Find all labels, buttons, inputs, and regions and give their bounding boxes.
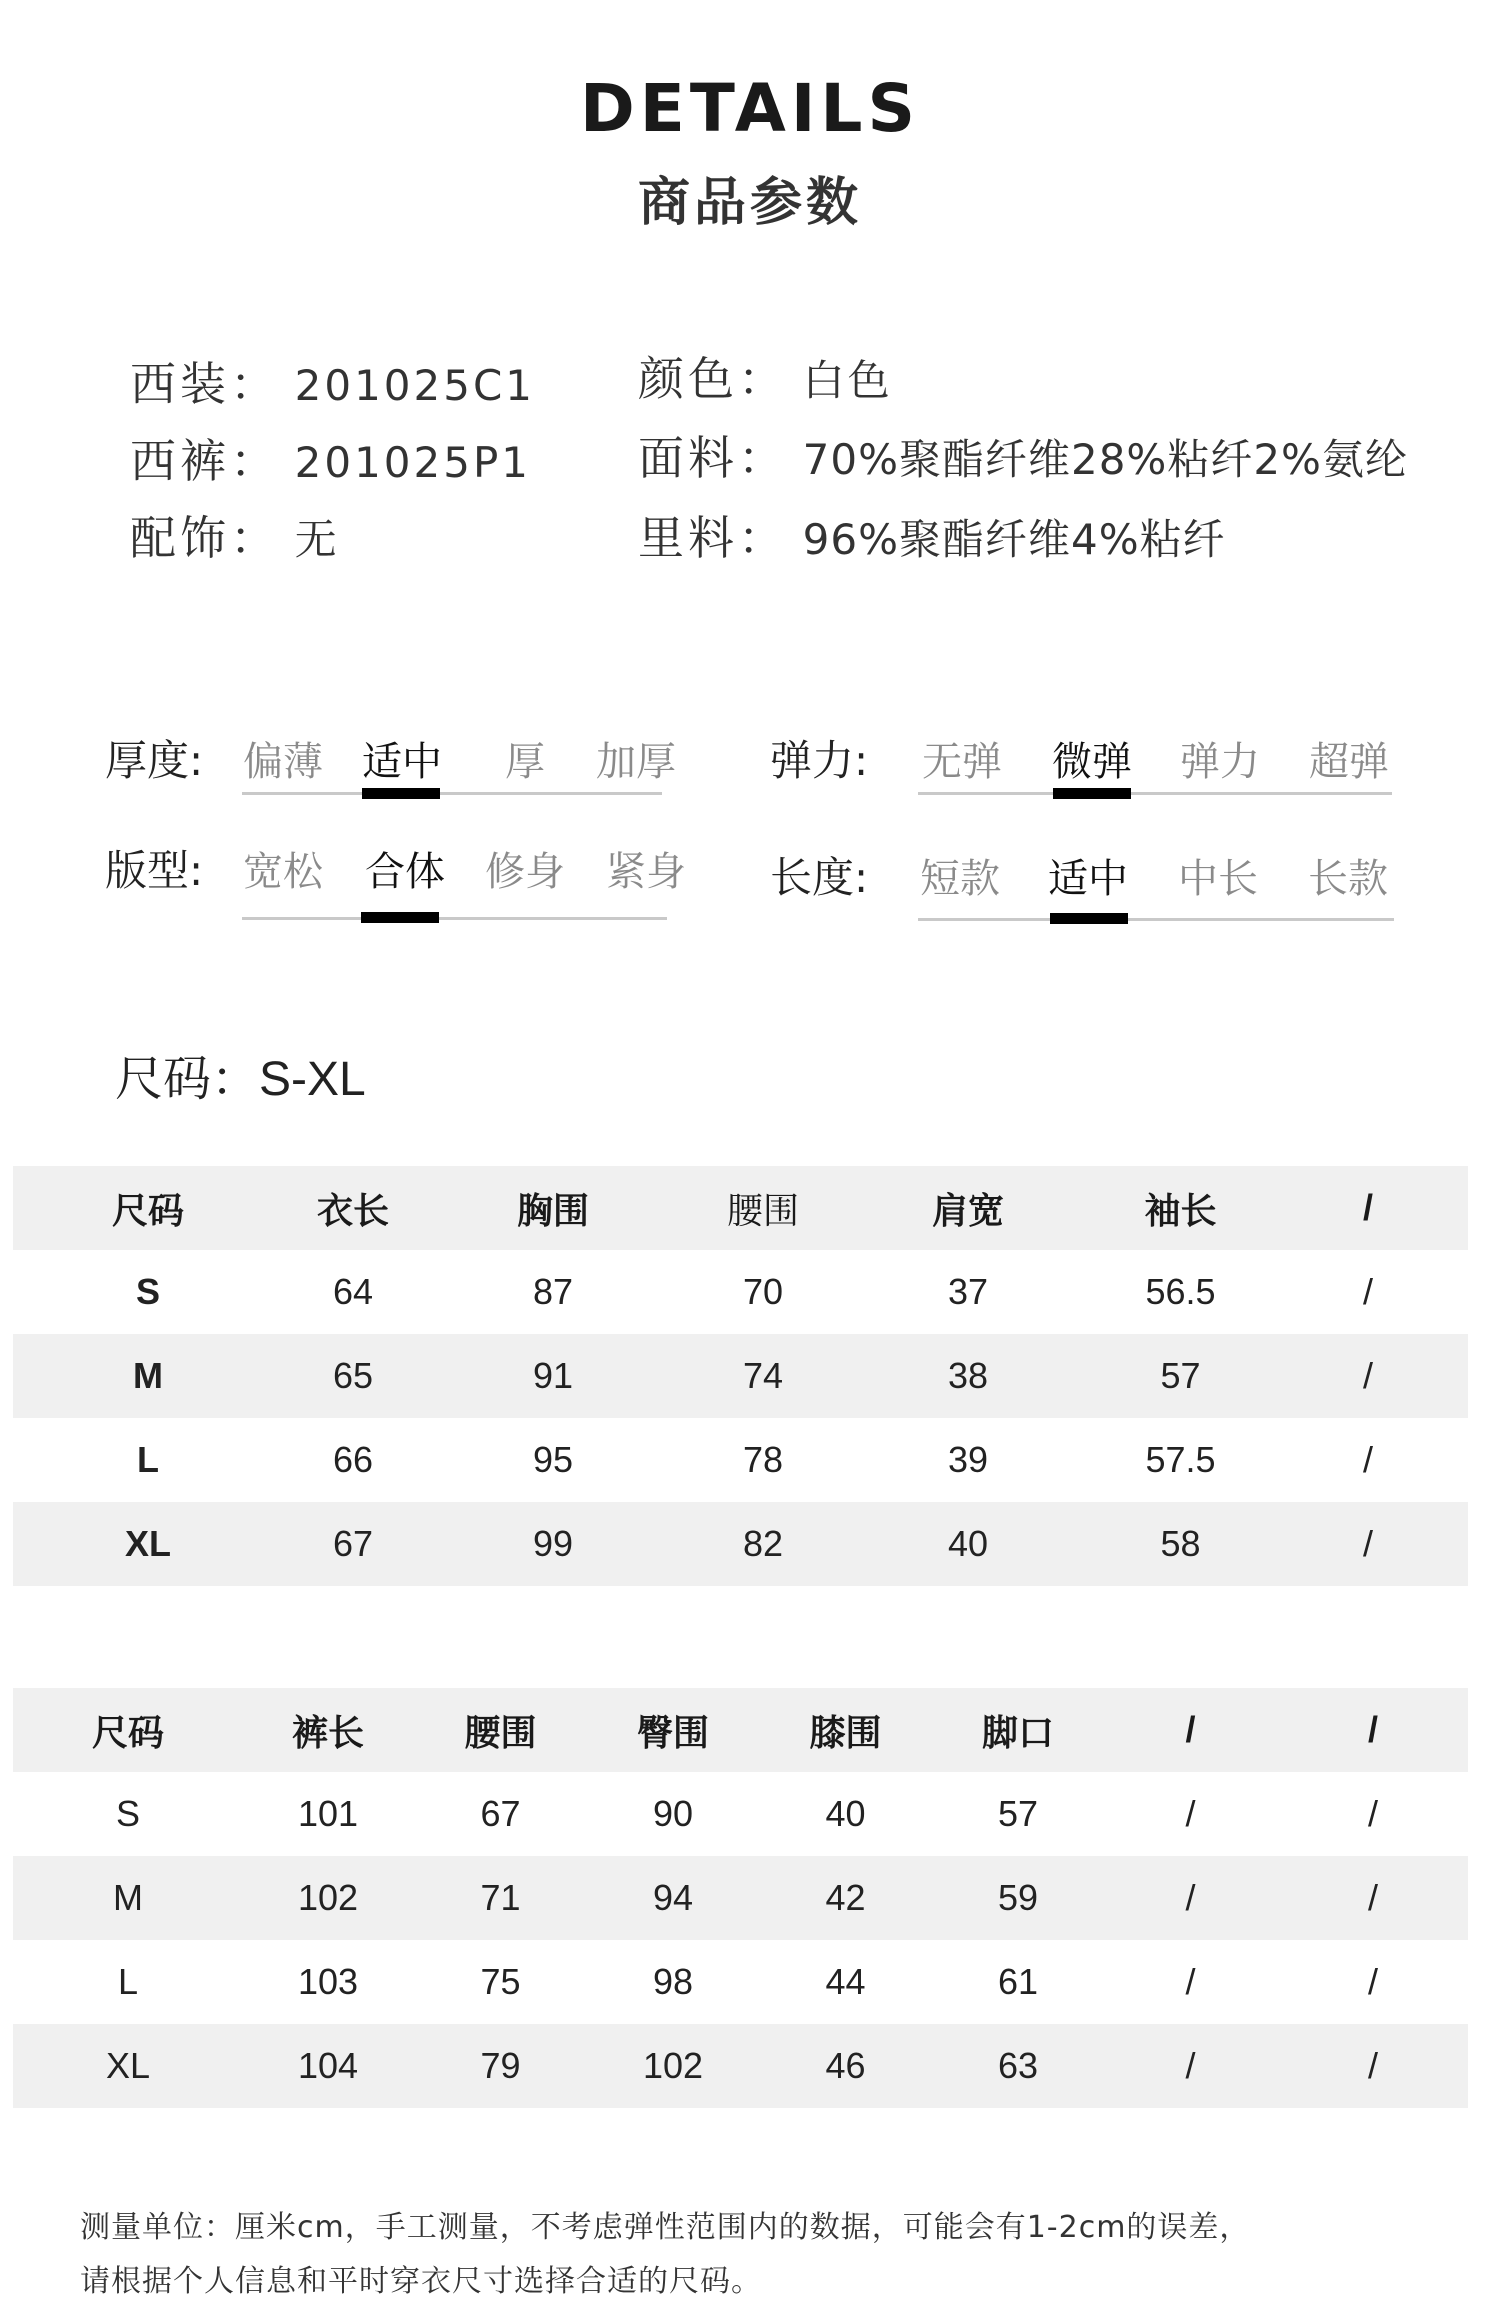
table-cell: 104 <box>297 2045 359 2086</box>
table-cell: 38 <box>947 1355 989 1396</box>
table-cell: 70 <box>742 1271 784 1312</box>
table-row <box>13 1334 1468 1418</box>
info-lining <box>638 502 1226 568</box>
info-color <box>638 343 893 409</box>
table-cell: / <box>1362 1523 1373 1564</box>
info-value: 70%聚酯纤维28%粘纤2%氨纶 <box>802 435 1408 484</box>
measurement-note-line2: 请根据个人信息和平时穿衣尺寸选择合适的尺码。 <box>80 2264 762 2299</box>
table-cell: 63 <box>997 2045 1039 2086</box>
table-cell: 99 <box>532 1523 574 1564</box>
attribute-option-selected: 适中 <box>1048 856 1128 902</box>
table-header-row <box>13 1688 1468 1772</box>
table-cell: S <box>135 1271 160 1312</box>
table-cell: 37 <box>947 1271 989 1312</box>
pants-size-table <box>13 1688 1468 2108</box>
table-cell: XL <box>105 2045 151 2086</box>
table-cell: 98 <box>652 1961 694 2002</box>
table-cell: 46 <box>825 2045 866 2086</box>
attribute-option: 弹力 <box>1180 739 1260 785</box>
table-cell: / <box>1185 1961 1196 2002</box>
table-cell: 95 <box>532 1439 574 1480</box>
table-cell: 79 <box>480 2045 521 2086</box>
size-range <box>115 1040 366 1109</box>
table-cell: 57 <box>997 1793 1039 1834</box>
attribute-option: 宽松 <box>243 849 323 895</box>
table-cell: M <box>133 1355 163 1396</box>
table-cell: M <box>113 1877 143 1918</box>
attribute-option: 厚 <box>505 739 545 785</box>
info-label: 西装： <box>130 357 280 411</box>
info-pants <box>130 425 531 491</box>
info-suit <box>130 348 535 414</box>
table-cell: 102 <box>297 1877 359 1918</box>
attribute-option-selected: 微弹 <box>1052 739 1132 785</box>
table-cell: 40 <box>825 1793 866 1834</box>
table-cell: 78 <box>742 1439 784 1480</box>
table-cell: 91 <box>532 1355 574 1396</box>
table-header-cell: 胸围 <box>516 1189 589 1231</box>
table-cell: 64 <box>332 1271 374 1312</box>
table-header-cell: 袖长 <box>1144 1189 1217 1231</box>
attribute-option: 超弹 <box>1309 739 1389 785</box>
table-row <box>13 1856 1468 1940</box>
table-cell: 57.5 <box>1145 1439 1216 1480</box>
table-cell: 57 <box>1160 1355 1201 1396</box>
table-header-cell: 裤长 <box>291 1711 364 1753</box>
size-range-label: 尺码： <box>115 1051 260 1107</box>
table-cell: 103 <box>297 1961 359 2002</box>
table-row <box>13 2024 1468 2108</box>
jacket-size-table <box>13 1166 1468 1586</box>
info-label: 颜色： <box>638 352 788 406</box>
table-cell: 90 <box>652 1793 694 1834</box>
table-cell: / <box>1367 2045 1378 2086</box>
info-value: 无 <box>294 515 340 564</box>
page-title-cn: 商品参数 <box>637 173 862 233</box>
table-header-cell: 膝围 <box>809 1711 882 1753</box>
table-header-row <box>13 1166 1468 1250</box>
table-cell: / <box>1362 1439 1373 1480</box>
info-label: 西裤： <box>130 434 280 488</box>
attribute-track <box>918 918 1394 921</box>
table-cell: 102 <box>642 2045 704 2086</box>
attribute-label: 长度: <box>770 853 869 902</box>
table-cell: 56.5 <box>1145 1271 1216 1312</box>
attribute-track <box>242 792 662 795</box>
attribute-marker <box>1050 913 1128 924</box>
attribute-option-selected: 适中 <box>362 739 442 785</box>
table-header-cell: 尺码 <box>91 1711 164 1753</box>
attribute-label: 版型: <box>105 846 204 895</box>
table-cell: 44 <box>825 1961 866 2002</box>
table-row <box>13 1502 1468 1586</box>
table-cell: L <box>117 1961 139 2002</box>
attribute-label: 弹力: <box>770 736 869 785</box>
attribute-option: 加厚 <box>596 739 676 785</box>
attribute-label: 厚度: <box>105 736 204 785</box>
info-label: 面料： <box>638 431 788 485</box>
table-header-cell: 腰围 <box>464 1711 537 1753</box>
page-title-en: DETAILS <box>580 70 920 147</box>
table-cell: 58 <box>1160 1523 1201 1564</box>
attribute-marker <box>361 912 439 923</box>
table-cell: 65 <box>332 1355 374 1396</box>
measurement-note-line1: 测量单位：厘米cm，手工测量，不考虑弹性范围内的数据，可能会有1-2cm的误差， <box>80 2210 1251 2245</box>
table-cell: 67 <box>480 1793 521 1834</box>
table-cell: 101 <box>297 1793 359 1834</box>
table-cell: XL <box>124 1523 171 1564</box>
table-header-cell: / <box>1185 1709 1196 1750</box>
attribute-option: 修身 <box>485 849 565 895</box>
table-header-cell: 肩宽 <box>931 1189 1004 1231</box>
info-accessory <box>130 502 340 568</box>
table-cell: 75 <box>480 1961 521 2002</box>
size-range-value: S-XL <box>259 1053 366 1106</box>
attribute-track <box>242 917 667 920</box>
table-cell: / <box>1185 2045 1196 2086</box>
info-label: 配饰： <box>130 511 280 565</box>
table-cell: 42 <box>825 1877 866 1918</box>
table-header-cell: 脚口 <box>981 1711 1054 1753</box>
table-row <box>13 1418 1468 1502</box>
table-cell: / <box>1367 1793 1378 1834</box>
attribute-option-selected: 合体 <box>365 849 445 895</box>
info-value: 201025P1 <box>294 438 532 487</box>
table-cell: / <box>1367 1877 1378 1918</box>
table-cell: 71 <box>480 1877 521 1918</box>
info-fabric <box>638 422 1408 488</box>
table-header-cell: 衣长 <box>316 1189 389 1231</box>
info-value: 白色 <box>802 356 893 405</box>
table-cell: / <box>1185 1793 1196 1834</box>
table-header-cell: 腰围 <box>726 1189 799 1231</box>
table-header-cell: 臀围 <box>636 1711 709 1753</box>
table-cell: 66 <box>332 1439 374 1480</box>
table-cell: 94 <box>652 1877 694 1918</box>
table-cell: 74 <box>742 1355 784 1396</box>
table-cell: / <box>1367 1961 1378 2002</box>
table-cell: / <box>1362 1355 1373 1396</box>
table-cell: 59 <box>997 1877 1039 1918</box>
info-value: 96%聚酯纤维4%粘纤 <box>802 515 1226 564</box>
attribute-marker <box>362 788 440 799</box>
table-cell: 67 <box>332 1523 374 1564</box>
table-cell: / <box>1185 1877 1196 1918</box>
info-value: 201025C1 <box>294 361 536 410</box>
table-row <box>13 1250 1468 1334</box>
attribute-option: 紧身 <box>606 849 686 895</box>
table-row <box>13 1772 1468 1856</box>
table-header-cell: / <box>1367 1709 1378 1750</box>
table-cell: L <box>137 1439 159 1480</box>
table-cell: 39 <box>947 1439 989 1480</box>
table-cell: 40 <box>947 1523 989 1564</box>
table-cell: S <box>115 1793 140 1834</box>
info-label: 里料： <box>638 511 788 565</box>
attribute-option: 中长 <box>1178 856 1258 902</box>
attribute-option: 短款 <box>920 856 1000 902</box>
attribute-track <box>918 792 1392 795</box>
table-row <box>13 1940 1468 2024</box>
attribute-option: 长款 <box>1308 856 1388 902</box>
table-header-cell: / <box>1362 1187 1373 1228</box>
attribute-option: 偏薄 <box>243 739 323 785</box>
table-cell: 61 <box>997 1961 1039 2002</box>
attribute-marker <box>1053 788 1131 799</box>
table-cell: / <box>1362 1271 1373 1312</box>
table-cell: 87 <box>532 1271 574 1312</box>
table-header-cell: 尺码 <box>111 1189 184 1231</box>
attribute-option: 无弹 <box>922 739 1002 785</box>
table-cell: 82 <box>742 1523 784 1564</box>
